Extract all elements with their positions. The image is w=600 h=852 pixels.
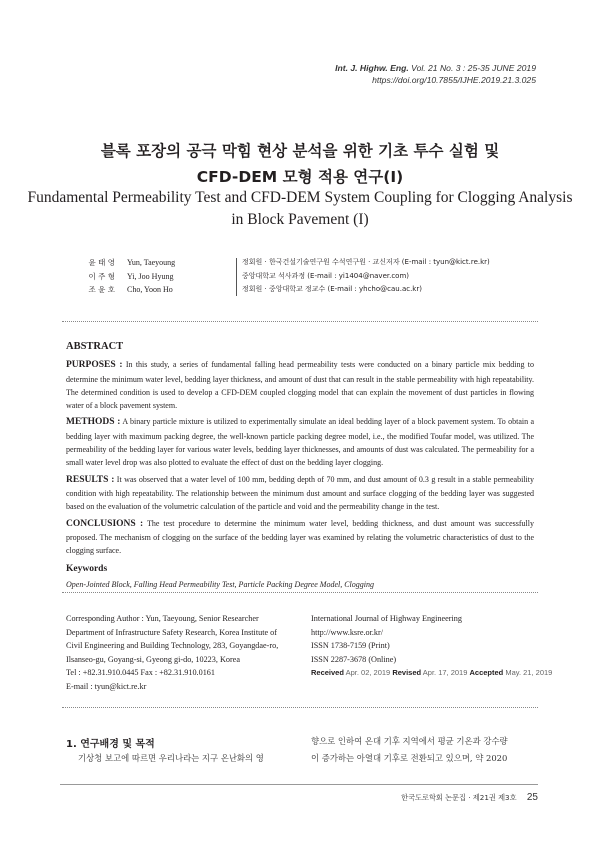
purposes-label: PURPOSES : <box>66 360 123 371</box>
author-affiliation: 정회원 · 한국건설기술연구원 수석연구원 · 교신저자 (E-mail : tyun@kict.re.kr) <box>242 258 490 266</box>
received-date: Apr. 02, 2019 <box>345 668 391 678</box>
revised-date: Apr. 17, 2019 <box>422 668 468 678</box>
abstract-conclusions <box>66 517 534 558</box>
results-label: RESULTS : <box>66 474 115 485</box>
keywords-text: Open-Jointed Block, Falling Head Permeability Test, Particle Packing Degree Model, Clogging <box>66 579 374 589</box>
abstract-methods <box>66 415 534 469</box>
page-number: 25 <box>526 792 538 803</box>
author-affiliation: 중앙대학교 석사과정 (E-mail : yi1404@naver.com) <box>242 271 410 280</box>
conclusions-label: CONCLUSIONS : <box>66 518 144 529</box>
author-english-name: Cho, Yoon Ho <box>127 285 173 294</box>
corr-line: Department of Infrastructure Safety Research, Korea Institute of <box>66 627 277 637</box>
journal-url[interactable]: http://www.ksre.or.kr/ <box>311 627 384 637</box>
abstract-heading: ABSTRACT <box>66 341 124 352</box>
author-korean-name: 조 윤 호 <box>88 285 115 294</box>
body-right-line: 이 증가하는 아열대 기후로 전환되고 있으며, 약 2020 <box>311 753 508 763</box>
body-right-line: 향으로 인하여 온대 기후 지역에서 평균 기온과 강수량 <box>311 736 508 746</box>
body-text-left: 기상청 보고에 따르면 우리나라는 지구 온난화의 영 <box>78 753 264 763</box>
corr-line: Tel : +82.31.910.0445 Fax : +82.31.910.0161 <box>66 668 215 678</box>
author-english-name: Yun, Taeyoung <box>127 258 176 267</box>
body-text-right <box>311 733 536 767</box>
section-heading: 1. 연구배경 및 목적 <box>66 739 155 750</box>
received-label: Received <box>311 668 344 678</box>
abstract-section <box>66 340 534 591</box>
journal-abbrev: Int. J. Highw. Eng. <box>335 63 409 73</box>
author-divider <box>236 258 237 296</box>
divider-middle <box>62 592 538 593</box>
conclusions-text: The test procedure to determine the minimum water level, bedding thickness, and dust amount was successfully proposed. The mechanism of clogging on the surface of the bedding layer was examined by relating the volumetric characteristics of dust to the clogging surface. <box>66 518 534 556</box>
journal-name: International Journal of Highway Engineering <box>311 614 462 623</box>
author-korean-name: 윤 태 영 <box>88 258 115 267</box>
journal-citation <box>335 62 536 86</box>
article-dates <box>311 666 553 680</box>
abstract-results <box>66 473 534 514</box>
journal-volume: Vol. 21 No. 3 : 25-35 JUNE 2019 <box>408 63 536 73</box>
page-footer <box>401 792 538 803</box>
revised-label: Revised <box>392 668 422 678</box>
corresponding-author <box>66 612 296 694</box>
author-korean-name: 이 주 형 <box>88 271 115 281</box>
footer-rule <box>60 784 538 785</box>
journal-info <box>311 612 553 680</box>
issn-online: ISSN 2287-3678 (Online) <box>311 654 397 664</box>
divider-bottom <box>62 707 538 708</box>
corr-line: Ilsanseo-gu, Goyang-si, Gyeong gi-do, 10223, Korea <box>66 654 240 664</box>
english-title-line1: Fundamental Permeability Test and CFD-DEM System Coupling for Clogging Analysis <box>27 189 573 206</box>
footer-journal: 한국도로학회 논문집 · 제21권 제3호 <box>401 793 517 802</box>
author-affiliation: 정회원 · 중앙대학교 정교수 (E-mail : yhcho@cau.ac.kr) <box>242 285 422 293</box>
methods-label: METHODS : <box>66 417 121 428</box>
divider-top <box>62 321 538 322</box>
korean-title <box>0 138 600 190</box>
korean-title-line1: 블록 포장의 공극 막힘 현상 분석을 위한 기초 투수 실험 및 <box>100 142 500 160</box>
results-text: It was observed that a water level of 100 mm, bedding depth of 70 mm, and dust amount of 0.3 g result in a stable permeability condition with high repeatability. The relationship between the minimum dust amount and surface clogging of the bedding layer was suggested based on the evaluation of the volumetric calculation of the particle and void and the permeability change in the test. <box>66 474 534 512</box>
accepted-label: Accepted <box>469 668 504 678</box>
methods-text: A binary particle mixture is utilized to experimentally simulate an ideal bedding layer of a block pavement system. To obtain a bedding layer with maximum packing degree, the well-known particle packing degree model, i.e., the modified Toufar model, was utilized. The permeability of the bedding layer for various water levels, bedding layer thicknesses, and amounts of dust was calculated. The permeability for a small water level drop was also plotted to evaluate the effect of dust on the bedding layer clogging. <box>66 417 535 468</box>
korean-title-line2: CFD-DEM 모형 적용 연구(I) <box>196 168 404 186</box>
accepted-date: May. 21, 2019 <box>505 668 553 678</box>
english-title-line2: in Block Pavement (I) <box>231 211 369 228</box>
corr-line: Civil Engineering and Building Technology, 283, Goyangdae-ro, <box>66 641 279 651</box>
purposes-text: In this study, a series of fundamental falling head permeability tests were conducted on a binary particle mix bedding to determine the minimum water level, bedding layer thickness, and amount of dust that can result in the stable permeability with high repeatability. The determined condition is used to develop a CFD-DEM coupled clogging model that can explain the movement of dust particles in flowing water of a block pavement system. <box>66 360 534 411</box>
abstract-purposes <box>66 358 534 412</box>
keywords-heading: Keywords <box>66 564 108 575</box>
corr-line: Corresponding Author : Yun, Taeyoung, Senior Researcher <box>66 614 259 623</box>
english-title <box>0 187 600 231</box>
corr-email: E-mail : tyun@kict.re.kr <box>66 681 147 691</box>
issn-print: ISSN 1738-7159 (Print) <box>311 641 390 651</box>
doi-link[interactable]: https://doi.org/10.7855/IJHE.2019.21.3.025 <box>372 75 536 85</box>
journal-volume-line <box>335 62 536 74</box>
author-english-name: Yi, Joo Hyung <box>127 271 174 281</box>
